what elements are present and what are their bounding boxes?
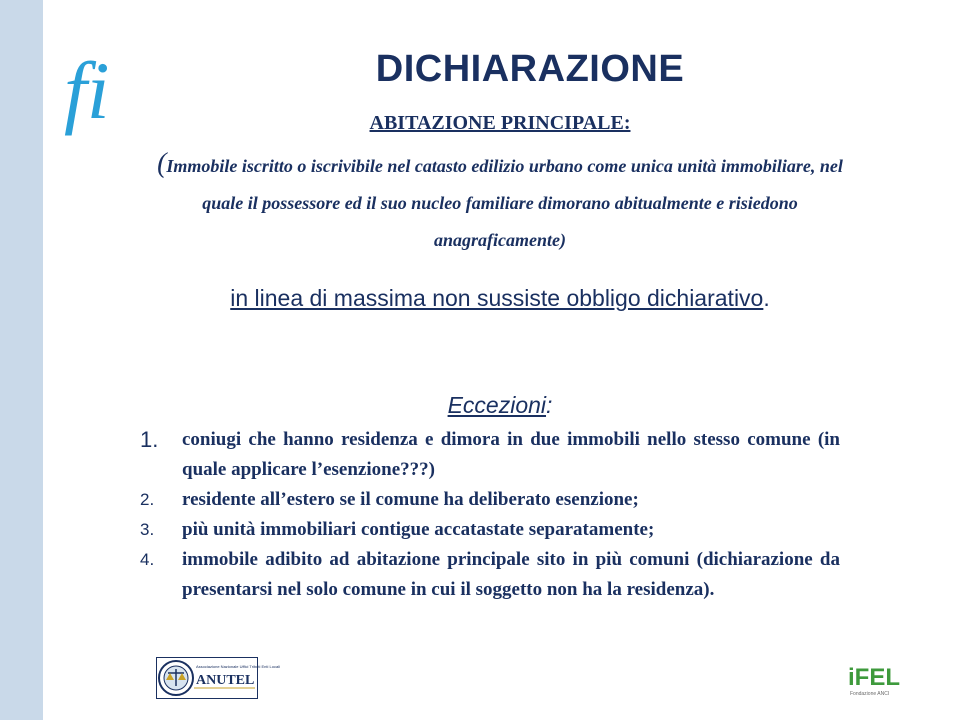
svg-text:Associazione Nazionale Uffici: Associazione Nazionale Uffici Tributi Enti Locali	[196, 664, 280, 669]
list-item-text: più unità immobiliari contigue accatastate separatamente;	[182, 519, 655, 540]
list-item-number: 2.	[140, 490, 155, 509]
side-bar	[0, 0, 43, 720]
exceptions-heading-text: Eccezioni	[447, 392, 547, 418]
list-item-number: 3.	[140, 520, 155, 539]
subtitle: ABITAZIONE PRINCIPALE:	[369, 112, 631, 134]
list-item	[140, 545, 840, 605]
svg-text:fi: fi	[64, 45, 110, 136]
svg-text:ANUTEL: ANUTEL	[196, 673, 255, 688]
obligation-period: .	[763, 285, 770, 311]
exceptions-list	[140, 425, 840, 605]
svg-text:Fondazione ANCI: Fondazione ANCI	[850, 691, 890, 697]
exceptions-heading	[300, 392, 700, 419]
list-item-number: 1.	[140, 427, 159, 452]
list-item-text: residente all’estero se il comune ha deliberato esenzione;	[182, 489, 639, 510]
list-item	[140, 425, 840, 485]
list-item	[140, 515, 840, 545]
obligation-statement	[170, 283, 830, 314]
anutel-logo	[156, 657, 280, 699]
definition-open-paren: (	[157, 148, 167, 179]
definition-text	[140, 145, 860, 259]
ifel-logo	[846, 657, 906, 699]
svg-text:iFEL: iFEL	[848, 664, 900, 691]
page-title: DICHIARAZIONE	[375, 48, 685, 90]
list-item-number: 4.	[140, 550, 155, 569]
list-item-text: coniugi che hanno residenza e dimora in due immobili nello stesso comune (in quale applicare l’esenzione???)	[182, 429, 840, 480]
fi-logo	[60, 40, 140, 135]
list-item-text: immobile adibito ad abitazione principale sito in più comuni (dichiarazione da presentarsi nel solo comune in cui il soggetto non ha la residenza).	[182, 549, 840, 600]
obligation-text: in linea di massima non sussiste obbligo dichiarativo	[230, 285, 764, 311]
list-item	[140, 485, 840, 515]
definition-body: Immobile iscritto o iscrivibile nel catasto edilizio urbano come unica unità immobiliare, nel quale il possessore ed il suo nucleo familiare dimorano abitualmente e risiedono anagraficamente)	[166, 156, 843, 250]
exceptions-heading-colon: :	[546, 392, 553, 418]
